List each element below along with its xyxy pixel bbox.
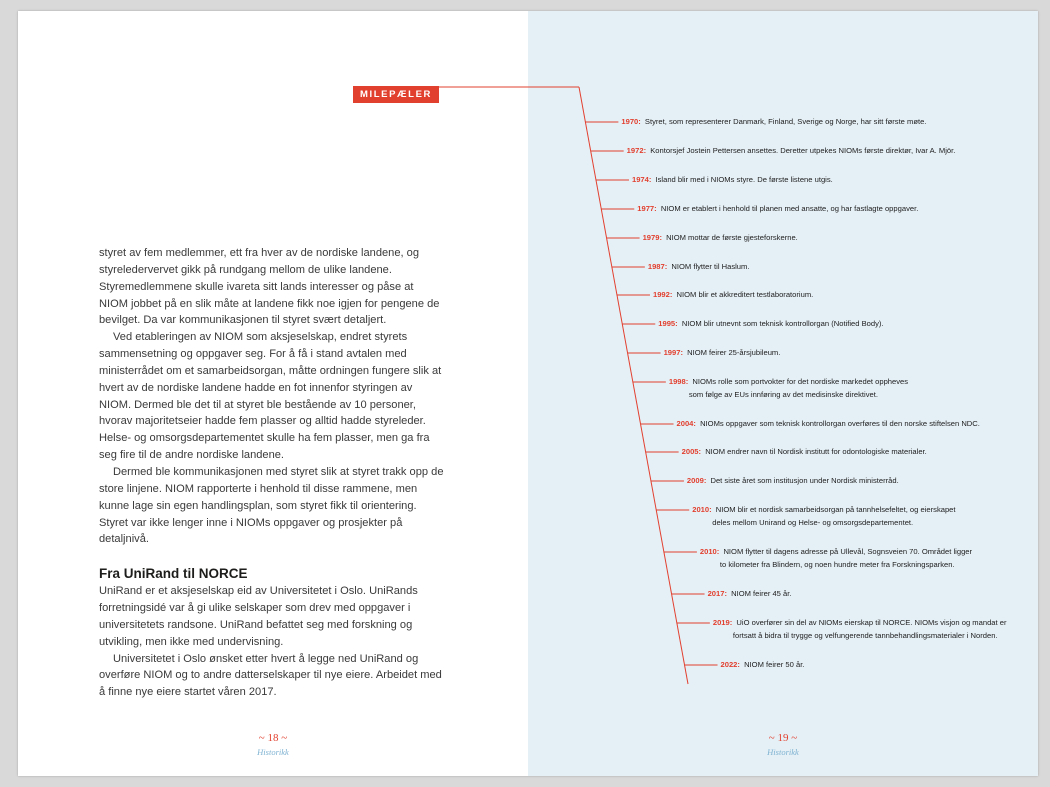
timeline-text: NIOM mottar de første gjesteforskerne. (664, 233, 798, 242)
section-heading: Fra UniRand til NORCE (99, 566, 248, 582)
timeline-entry: 1977: NIOM er etablert i henhold til planen med ansatte, og har fastlagte oppgaver. (637, 204, 919, 213)
timeline-entry: 2019: UiO overfører sin del av NIOMs eierskap til NORCE. NIOMs visjon og mandat er fortsatt å bidra til trygge og velfungerende tannbehandlingsmaterialer i Norden. (712, 618, 1007, 640)
timeline-entry: 2005: NIOM endrer navn til Nordisk institutt for odontologiske materialer. (681, 447, 927, 456)
timeline-entry: 1997: NIOM feirer 25-årsjubileum. (663, 348, 781, 357)
timeline-year: 1987 (647, 262, 665, 271)
timeline-entry: 2017: NIOM feirer 45 år. (707, 589, 792, 598)
timeline-entry: 1995: NIOM blir utnevnt som teknisk kontrollorgan (Notified Body). (658, 319, 884, 328)
timeline-year: 1972 (626, 146, 644, 155)
timeline-text: NIOM flytter til dagens adresse på Ullevål, Sognsveien 70. Området ligger (721, 547, 973, 556)
timeline-entry: 1974: Island blir med i NIOMs styre. De første listene utgis. (631, 175, 833, 184)
timeline-entry: 2022: NIOM feirer 50 år. (720, 660, 805, 669)
timeline-text: Styret, som representerer Danmark, Finland, Sverige og Norge, har sitt første møte. (642, 117, 927, 126)
timeline-year: 2010 (692, 505, 710, 514)
timeline-text-continued: deles mellom Unirand og Helse- og omsorgsdepartementet. (712, 518, 914, 527)
timeline-text-continued: to kilometer fra Blindern, og noen hundre meter fra Forskningsparken. (719, 560, 955, 569)
paragraph: UniRand er et aksjeselskap eid av Universitetet i Oslo. UniRands forretningsidé var å gi ulike selskaper som drev med oppgaver i universitetets randsone. UniRand befattet seg med forskning og utvikling, men ikke med undervisning. (99, 585, 418, 648)
timeline-year: 2005 (681, 447, 699, 456)
page-number: ~ 18 ~ (258, 732, 288, 744)
timeline-text: NIOM blir utnevnt som teknisk kontrollorgan (Notified Body). (679, 319, 884, 328)
paragraph: Ved etableringen av NIOM som aksjeselskap, endret styrets sammensetning og oppgaver seg. For å få i stand avtalen med ministerrådet om et samarbeidsorgan, måtte ordningen fungere slik at hvert av de nordiske landene hadde en fot innenfor styringen av NIOM. Dermed ble det til at styret ble bestående av 10 personer, hvorav majoritetseier hadde fem plasser og alltid hadde styreleder. Helse- og omsorgsdepartementet skulle ha fem plasser, men ga fra seg fire til de andre nordiske landene. (99, 331, 442, 462)
timeline-entry: 2004: NIOMs oppgaver som teknisk kontrollorgan overføres til den norske stiftelsen NDC. (676, 419, 980, 428)
timeline-entry: 2010: NIOM flytter til dagens adresse på Ullevål, Sognsveien 70. Området ligger to kilometer fra Blindern, og noen hundre meter fra Forskningsparken. (699, 547, 973, 569)
book-spread (18, 11, 1038, 776)
timeline-year: 2017 (707, 589, 725, 598)
timeline-year: 1979 (642, 233, 660, 242)
timeline-year: 2022 (720, 660, 738, 669)
running-title: Historikk (767, 747, 799, 757)
timeline-entry: 1972: Kontorsjef Jostein Pettersen ansettes. Deretter utpekes NIOMs første direktør, Ivar A. Mjör. (626, 146, 956, 155)
timeline-entry: 1987: NIOM flytter til Haslum. (647, 262, 750, 271)
timeline-text: NIOM feirer 25-årsjubileum. (685, 348, 781, 357)
timeline-entry: 1992: NIOM blir et akkreditert testlaboratorium. (652, 290, 814, 299)
paragraph: Universitetet i Oslo ønsket etter hvert å legge ned UniRand og overføre NIOM og to andre datterselskaper til nye eiere. Arbeidet med å finne nye eiere startet våren 2017. (99, 652, 442, 699)
timeline-text: NIOM er etablert i henhold til planen med ansatte, og har fastlagte oppgaver. (658, 204, 919, 213)
timeline-text-continued: fortsatt å bidra til trygge og velfungerende tannbehandlingsmaterialer i Norden. (732, 631, 998, 640)
timeline-text: Det siste året som institusjon under Nordisk ministerråd. (708, 476, 899, 485)
timeline-entry: 2009: Det siste året som institusjon under Nordisk ministerråd. (686, 476, 899, 485)
timeline-year: 2009 (686, 476, 704, 485)
timeline-entry: 1970: Styret, som representerer Danmark, Finland, Sverige og Norge, har sitt første møte. (621, 117, 927, 126)
timeline-year: 1998 (668, 377, 686, 386)
timeline-text: NIOMs rolle som portvokter for det nordiske markedet oppheves (690, 377, 909, 386)
timeline-year: 2010 (699, 547, 717, 556)
timeline-year: 1997 (663, 348, 681, 357)
timeline-text: NIOM blir et nordisk samarbeidsorgan på tannhelsefeltet, og eierskapet (713, 505, 956, 514)
timeline-entry: 2010: NIOM blir et nordisk samarbeidsorgan på tannhelsefeltet, og eierskapet deles mellom Unirand og Helse- og omsorgsdepartementet. (692, 505, 956, 527)
timeline-text: Kontorsjef Jostein Pettersen ansettes. Deretter utpekes NIOMs første direktør, Ivar A. Mjör. (648, 146, 956, 155)
timeline-text: NIOM flytter til Haslum. (669, 262, 750, 271)
paragraph: styret av fem medlemmer, ett fra hver av de nordiske landene, og styreledervervet gikk på rundgang mellom de ulike landene. Styremedlemmene skulle ivareta sitt lands interesser og påse at NIOM jobbet på en slik måte at landene fikk noe igjen for pengene de bevilget. Da var kommunikasjonen til styret svært detaljert. (99, 247, 440, 327)
timeline-year: 1977 (637, 204, 655, 213)
timeline-text: NIOM blir et akkreditert testlaboratorium. (674, 290, 814, 299)
timeline-year: 1970 (621, 117, 639, 126)
timeline-year: 2019 (712, 618, 730, 627)
timeline-year: 1974 (631, 175, 649, 184)
timeline-text: NIOM feirer 50 år. (741, 660, 805, 669)
paragraph: Dermed ble kommunikasjonen med styret slik at styret trakk opp de store linjene. NIOM rapporterte i henhold til disse rammene, men kunne lage sin egen handlingsplan, som styret fikk til orientering. Styret var ikke lenger inne i NIOMs oppgaver og prosjekter på detaljnivå. (99, 465, 444, 546)
timeline-text: UiO overfører sin del av NIOMs eierskap til NORCE. NIOMs visjon og mandat er (734, 618, 1007, 627)
timeline-text: NIOMs oppgaver som teknisk kontrollorgan overføres til den norske stiftelsen NDC. (697, 419, 980, 428)
timeline-entry: 1998: NIOMs rolle som portvokter for det nordiske markedet oppheves som følge av EUs innføring av det medisinske direktivet. (668, 377, 909, 399)
timeline-text: NIOM endrer navn til Nordisk institutt for odontologiske materialer. (703, 447, 927, 456)
running-title: Historikk (257, 747, 289, 757)
timeline-text-continued: som følge av EUs innføring av det medisinske direktivet. (688, 390, 878, 399)
timeline-year: 2004 (676, 419, 694, 428)
timeline-entry: 1979: NIOM mottar de første gjesteforskerne. (642, 233, 798, 242)
page-number: ~ 19 ~ (768, 732, 798, 744)
timeline-year: 1995 (658, 319, 676, 328)
timeline-text: Island blir med i NIOMs styre. De første listene utgis. (653, 175, 833, 184)
timeline-text: NIOM feirer 45 år. (729, 589, 792, 598)
milestone-label: MILEPÆLER (353, 86, 439, 103)
timeline-year: 1992 (652, 290, 670, 299)
